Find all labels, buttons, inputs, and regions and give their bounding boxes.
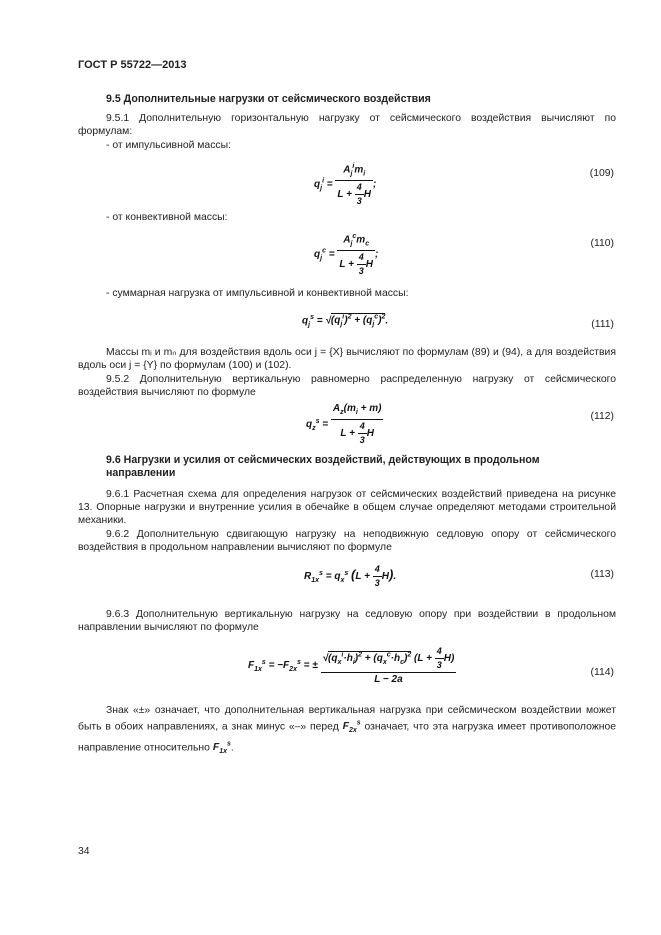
formula-113: $R_{1x}^s = q_x^s$ (L + $\frac{4}{3}$ H). bbox=[304, 564, 397, 588]
formula-110: $q_j^c$ = $A_j^cm_c$ L + $\frac{4}{3}$ H ; bbox=[314, 230, 378, 278]
paragraph-sign-note: Знак «±» означает, что дополнительная вертикальная нагрузка при сейсмическом воздействии может быть в обоих направлениях, а знак минус «–» перед $F_{2x}^s$ означает, что эта нагрузка имеет противоположное направление относительно $F_{1x}^s$. bbox=[78, 705, 617, 756]
equation-number-113: (113) bbox=[590, 569, 614, 580]
paragraph-9-5-2: 9.5.2 Дополнительную вертикальную равномерно распределенную нагрузку от сейсмического воздействия вычисляют по формуле bbox=[78, 374, 616, 398]
sign-note-part-1: Знак «±» означает, что дополнительная вертикальная нагрузка при сейсмическом воздействии может быть в обоих направлениях, а знак минус «–» перед bbox=[78, 705, 616, 733]
paragraph-9-5-1: 9.5.1 Дополнительную горизонтальную нагрузку от сейсмического воздействия вычисляют по формулам: bbox=[78, 113, 616, 137]
section-9-5-title: 9.5 Дополнительные нагрузки от сейсмического воздействия bbox=[106, 93, 431, 105]
equation-number-111: (111) bbox=[591, 319, 614, 330]
paragraph-masses: Массы mᵢ и mₙ для воздействия вдоль оси j = {X} вычисляют по формулам (89) и (94), а для воздействия вдоль оси j = {Y} по формулам (100) и (102). bbox=[78, 347, 616, 371]
paragraph-9-6-2: 9.6.2 Дополнительную сдвигающую нагрузку на неподвижную седловую опору от сейсмического воздействия в продольном направлении вычисляют по формуле bbox=[78, 529, 616, 553]
formula-112: $q_z^s$ = $A_z(m_i + m)$ L + $\frac{4}{3}$ H bbox=[306, 403, 382, 445]
page-number: 34 bbox=[78, 846, 90, 857]
item-sum: - суммарная нагрузка от импульсивной и конвективной массы: bbox=[106, 288, 409, 299]
symbol-f1x: $F_{1x}^s$ bbox=[212, 740, 231, 756]
paragraph-9-6-1: 9.6.1 Расчетная схема для определения нагрузок от сейсмических воздействий приведена на рисунке 13. Опорные нагрузки и внутренние усилия в обечайке в общем случае определяют методами строительной механики. bbox=[78, 489, 616, 526]
formula-114: $F_{1x}^s = -F_{2x}^s$ = ± $√(q_x^i\cdot h_i)^2 + (q_x^c\cdot h_c)^2$ (L + $\frac{4}{3}$ H) L − 2a bbox=[248, 646, 455, 685]
section-9-6-title: 9.6 Нагрузки и усилия от сейсмических воздействий, действующих в продольном направлении bbox=[106, 454, 540, 479]
equation-number-112: (112) bbox=[590, 411, 614, 422]
equation-number-114: (114) bbox=[590, 667, 614, 678]
paragraph-9-6-3: 9.6.3 Дополнительную вертикальную нагрузку на седловую опору при воздействии в продольном направлении вычисляют по формуле bbox=[78, 609, 616, 633]
formula-109: $q_j^i$ = $A_j^im_i$ L + $\frac{4}{3}$ H ; bbox=[314, 160, 376, 208]
formula-111: $q_j^s = √(q_j^i)^2 + (q_j^c)^2$. bbox=[302, 314, 389, 329]
sign-note-part-2: означает, что эта нагрузка имеет противоположное направление относительно bbox=[78, 721, 617, 754]
document-header: ГОСТ Р 55722—2013 bbox=[78, 59, 187, 71]
symbol-f2x: $F_{2x}^s$ bbox=[342, 720, 361, 735]
item-impulse: - от импульсивной массы: bbox=[106, 140, 231, 151]
item-convective: - от конвективной массы: bbox=[106, 212, 228, 223]
equation-number-109: (109) bbox=[589, 168, 614, 179]
equation-number-110: (110) bbox=[590, 238, 614, 249]
